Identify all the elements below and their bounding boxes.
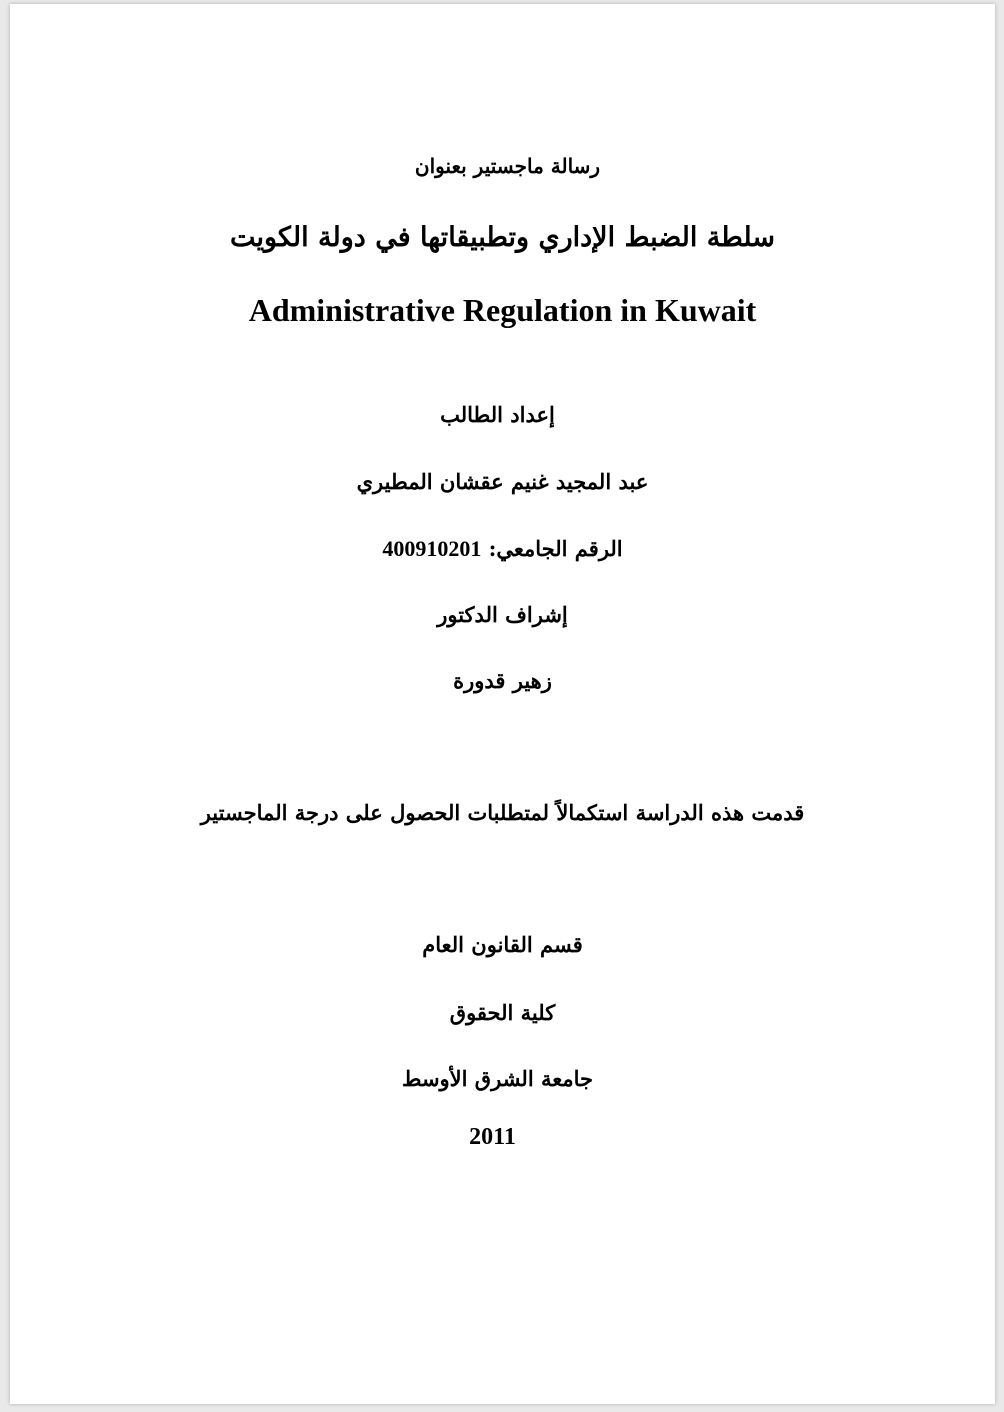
submission-statement: قدمت هذه الدراسة استكمالاً لمتطلبات الحصول على درجة الماجستير [200, 800, 805, 825]
student-id-line [10, 536, 995, 562]
university-name: جامعة الشرق الأوسط [402, 1066, 593, 1091]
arabic-title: سلطة الضبط الإداري وتطبيقاتها في دولة الكويت [230, 222, 775, 253]
supervisor-name: زهير قدورة [453, 668, 552, 693]
english-title: Administrative Regulation in Kuwait [248, 292, 757, 328]
thesis-label: رسالة ماجستير بعنوان [414, 154, 601, 178]
document-page [10, 4, 995, 1404]
student-id-number: 400910201 [382, 536, 482, 561]
student-name: عبد المجيد غنيم عقشان المطيري [356, 469, 649, 494]
faculty-name: كلية الحقوق [449, 1000, 556, 1025]
student-id-label: الرقم الجامعي: [488, 536, 623, 561]
submission-year: 2011 [469, 1124, 516, 1150]
supervisor-label: إشراف الدكتور [437, 602, 568, 627]
department-name: قسم القانون العام [422, 932, 583, 957]
prepared-by-label: إعداد الطالب [440, 402, 555, 427]
